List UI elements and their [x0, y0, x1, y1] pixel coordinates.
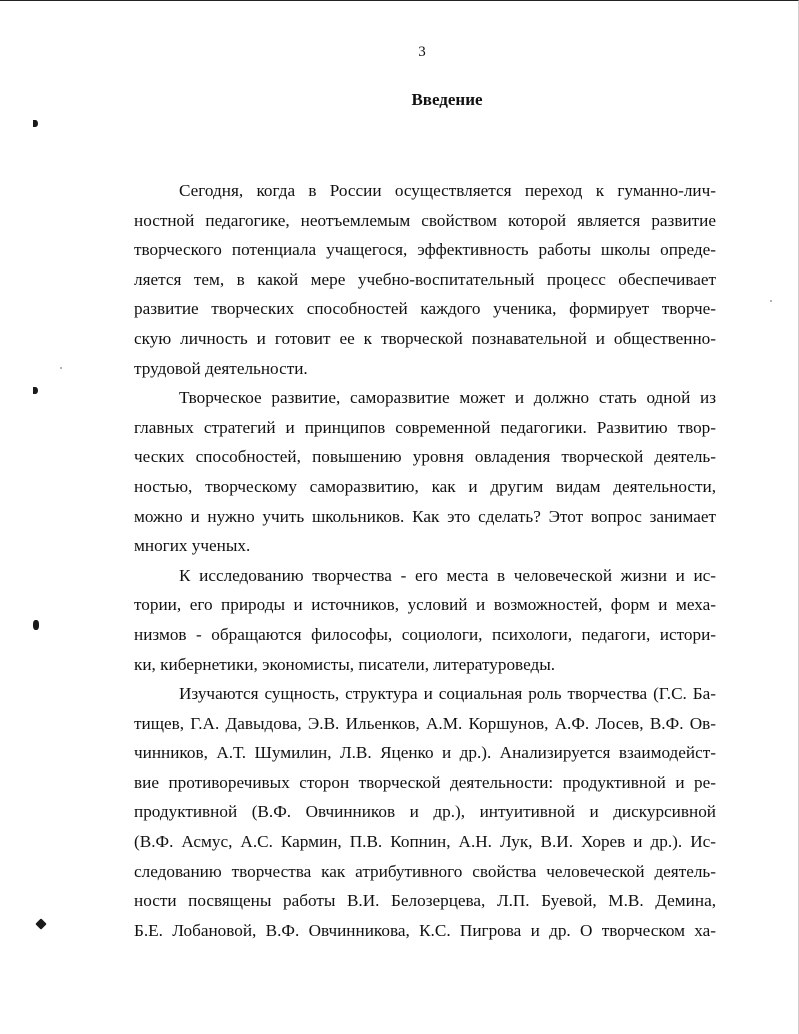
- text-line: (В.Ф. Асмус, А.С. Кармин, П.В. Копнин, А.Н. Лук, В.И. Хорев и др.). Ис-: [134, 832, 716, 852]
- text-line: тории, его природы и источников, условий и возможностей, форм и меха-: [134, 595, 716, 615]
- text-line: К исследованию творчества - его места в человеческой жизни и ис-: [179, 565, 716, 585]
- text-line: трудовой деятельности.: [134, 358, 308, 378]
- text-line: можно и нужно учить школьников. Как это сделать? Этот вопрос занимает: [134, 506, 716, 526]
- margin-binding-mark: [33, 387, 38, 394]
- text-line: многих ученых.: [134, 536, 251, 556]
- page-number: 3: [418, 44, 426, 60]
- scan-speck: [770, 300, 772, 302]
- margin-binding-mark: [33, 620, 39, 630]
- text-line: следованию творчества как атрибутивного свойства человеческой деятель-: [134, 861, 716, 881]
- text-line: Творческое развитие, саморазвитие может и должно стать одной из: [179, 388, 716, 408]
- text-line: чинников, А.Т. Шумилин, Л.В. Яценко и др.). Анализируется взаимодейст-: [134, 743, 716, 763]
- body-text: [134, 176, 716, 945]
- margin-binding-mark: [33, 120, 38, 127]
- text-line: ки, кибернетики, экономисты, писатели, литературоведы.: [134, 654, 556, 674]
- text-line: главных стратегий и принципов современной педагогики. Развитию твор-: [134, 417, 716, 437]
- text-line: развитие творческих способностей каждого ученика, формирует творче-: [134, 299, 716, 319]
- text-line: ности посвящены работы В.И. Белозерцева, Л.П. Буевой, М.В. Демина,: [134, 891, 716, 911]
- text-line: Б.Е. Лобановой, В.Ф. Овчинникова, К.С. Пигрова и др. О творческом ха-: [134, 920, 716, 940]
- text-line: ностной педагогике, неотъемлемым свойством которой является развитие: [134, 210, 716, 230]
- text-line: низмов - обращаются философы, социологи, психологи, педагоги, истори-: [134, 624, 716, 644]
- section-heading: Введение: [411, 90, 483, 109]
- text-line: ностью, творческому саморазвитию, как и другим видам деятельности,: [134, 476, 716, 496]
- text-line: ляется тем, в какой мере учебно-воспитательный процесс обеспечивает: [134, 269, 716, 289]
- text-line: тищев, Г.А. Давыдова, Э.В. Ильенков, А.М. Коршунов, А.Ф. Лосев, В.Ф. Ов-: [134, 713, 716, 733]
- scan-speck: [60, 367, 62, 369]
- text-line: скую личность и готовит ее к творческой познавательной и общественно-: [134, 328, 716, 348]
- text-line: Сегодня, когда в России осуществляется переход к гуманно-лич-: [179, 181, 716, 200]
- text-line: творческого потенциала учащегося, эффективность работы школы опреде-: [134, 240, 716, 260]
- text-line: продуктивной (В.Ф. Овчинников и др.), интуитивной и дискурсивной: [134, 802, 716, 822]
- text-line: ческих способностей, повышению уровня овладения творческой деятель-: [134, 447, 716, 467]
- text-line: Изучаются сущность, структура и социальная роль творчества (Г.С. Ба-: [179, 684, 716, 704]
- text-line: вие противоречивых сторон творческой деятельности: продуктивной и ре-: [134, 772, 716, 792]
